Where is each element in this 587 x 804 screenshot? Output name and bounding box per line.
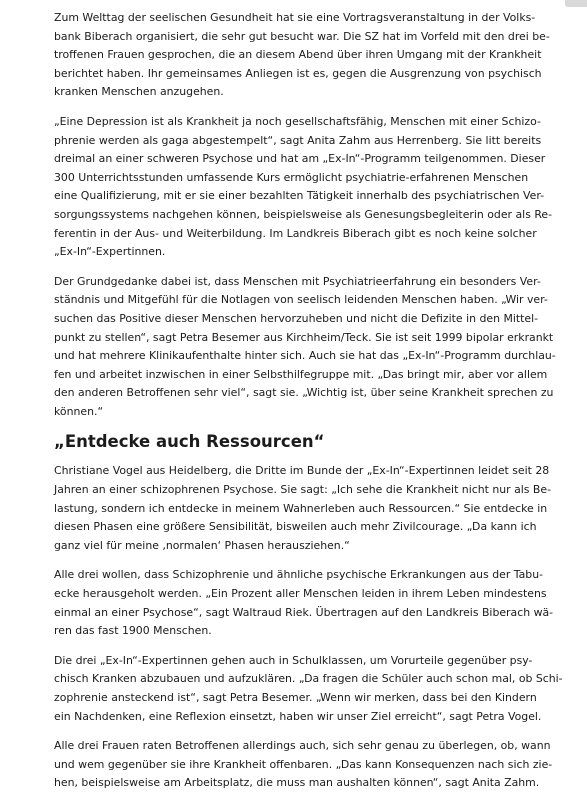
text-line: Alle drei Frauen raten Betroffenen allerdings auch, sich sehr genau zu überlegen, ob, wann <box>54 739 551 753</box>
text-line: diesen Phasen eine größere Sensibilität, bisweilen auch mehr Zivilcourage. „Da kann ich <box>54 520 537 534</box>
text-line: Die drei „Ex-In“-Expertinnen gehen auch in Schulklassen, um Vorurteile gegenüber psy- <box>54 653 533 667</box>
text-line: 300 Unterrichtsstunden umfassende Kurs ermöglicht psychiatrie-erfahrenen Menschen <box>54 170 529 184</box>
text-line: Der Grundgedanke dabei ist, dass Menschen mit Psychiatrieerfahrung ein besonders Ver- <box>54 274 541 288</box>
text-line: Alle drei wollen, dass Schizophrenie und ähnliche psychische Erkrankungen aus der Tabu- <box>54 568 544 582</box>
intro-paragraph-1 <box>54 9 574 102</box>
text-line: suchen das Positive dieser Menschen hervorzuheben und nicht die Defizite in den Mittel- <box>54 311 539 325</box>
text-line: fen und arbeitet inzwischen in einer Selbsthilfegruppe mit. „Das bringt mir, aber vor allem <box>54 367 548 381</box>
main-paragraph-2 <box>54 566 574 640</box>
text-line: eine Qualifizierung, mit er sie einer bezahlten Tätigkeit innerhalb des psychiatrischen Ver- <box>54 189 545 203</box>
text-line: ständnis und Mitgefühl für die Notlagen von seelisch leidenden Menschen haben. „Wir ver- <box>54 293 548 307</box>
main-paragraph-1 <box>54 462 574 555</box>
text-line: ein Nachdenken, eine Reflexion einsetzt, haben wir unser Ziel erreicht“, sagt Petra Vogel. <box>54 709 542 723</box>
text-line: berichtet haben. Ihr gemeinsames Anliegen ist es, gegen die Ausgrenzung von psychisch <box>54 66 542 80</box>
text-line: chisch Kranken abzubauen und aufzuklären. „Da fragen die Schüler auch schon mal, ob Schi- <box>54 672 563 686</box>
page-corner-mark <box>565 0 587 7</box>
intro-paragraph-2 <box>54 113 574 262</box>
intro-paragraph-3 <box>54 273 574 422</box>
text-line: sorgungssystems nachgehen können, beispielsweise als Genesungsbegleiterin oder als Re- <box>54 207 553 221</box>
section-heading: „Entdecke auch Ressourcen“ <box>54 432 325 452</box>
text-line: Zum Welttag der seelischen Gesundheit hat sie eine Vortragsveranstaltung in der Volks- <box>54 11 536 24</box>
text-line: zophrenie ansteckend ist“, sagt Petra Besemer. „Wenn wir merken, dass bei den Kindern <box>54 691 537 704</box>
text-line: ganz viel für meine ‚normalen‘ Phasen herausziehen.“ <box>54 538 350 552</box>
text-line: troffenen Frauen gesprochen, die an diesem Abend über ihren Umgang mit der Krankheit <box>54 48 542 62</box>
text-line: hen, beispielsweise am Arbeitsplatz, die muss man aushalten können“, sagt Anita Zahm. <box>54 776 540 790</box>
text-line: ferentin in der Aus- und Weiterbildung. Im Landkreis Biberach gibt es noch keine solcher <box>54 226 537 240</box>
text-line: bank Biberach organisiert, die sehr gut besucht war. Die SZ hat im Vorfeld mit den drei be- <box>54 29 550 43</box>
text-line: ecke herausgeholt werden. „Ein Prozent aller Menschen leiden in ihrem Leben mindestens <box>54 587 547 601</box>
text-line: ren das fast 1900 Menschen. <box>54 624 212 638</box>
text-line: phrenie werden als gaga abgestempelt“, sagt Anita Zahm aus Herrenberg. Sie litt bereits <box>54 133 542 147</box>
text-line: „Ex-In“-Expertinnen. <box>54 245 166 259</box>
main-paragraph-4 <box>54 737 574 793</box>
text-line: einmal an einer Psychose“, sagt Waltraud Riek. Übertragen auf den Landkreis Biberach wä- <box>54 605 554 619</box>
text-line: Christiane Vogel aus Heidelberg, die Dritte im Bunde der „Ex-In“-Expertinnen leidet seit 28 <box>54 464 550 478</box>
text-line: und hat mehrere Klinikaufenthalte hinter sich. Auch sie hat das „Ex-In“-Programm durchlau- <box>54 349 556 363</box>
text-line: Jahren an einer schizophrenen Psychose. Sie sagt: „Ich sehe die Krankheit nicht nur als Be- <box>54 483 552 497</box>
text-line: lastung, sondern ich entdecke in meinem Wahnerleben auch Ressourcen.“ Sie entdecke in <box>54 501 548 515</box>
text-line: dreimal an einer schweren Psychose und hat am „Ex-In“-Programm teilgenommen. Dieser <box>54 152 546 166</box>
main-section <box>54 462 574 793</box>
text-line: und wem gegenüber sie ihre Krankheit offenbaren. „Das kann Konsequenzen nach sich zie- <box>54 757 553 771</box>
main-paragraph-3 <box>54 652 574 726</box>
article-body <box>54 9 574 804</box>
intro-section <box>54 9 574 421</box>
text-line: punkt zu stellen“, sagt Petra Besemer aus Kirchheim/Teck. Sie ist seit 1999 bipolar erkrankt <box>54 330 554 344</box>
text-line: „Eine Depression ist als Krankheit ja noch gesellschaftsfähig, Menschen mit einer Schizo- <box>54 114 541 128</box>
text-line: den anderen Betroffenen sehr viel“, sagt sie. „Wichtig ist, über seine Krankheit sprechen zu <box>54 386 554 400</box>
text-line: können.“ <box>54 404 104 418</box>
text-line: kranken Menschen anzugehen. <box>54 85 224 99</box>
